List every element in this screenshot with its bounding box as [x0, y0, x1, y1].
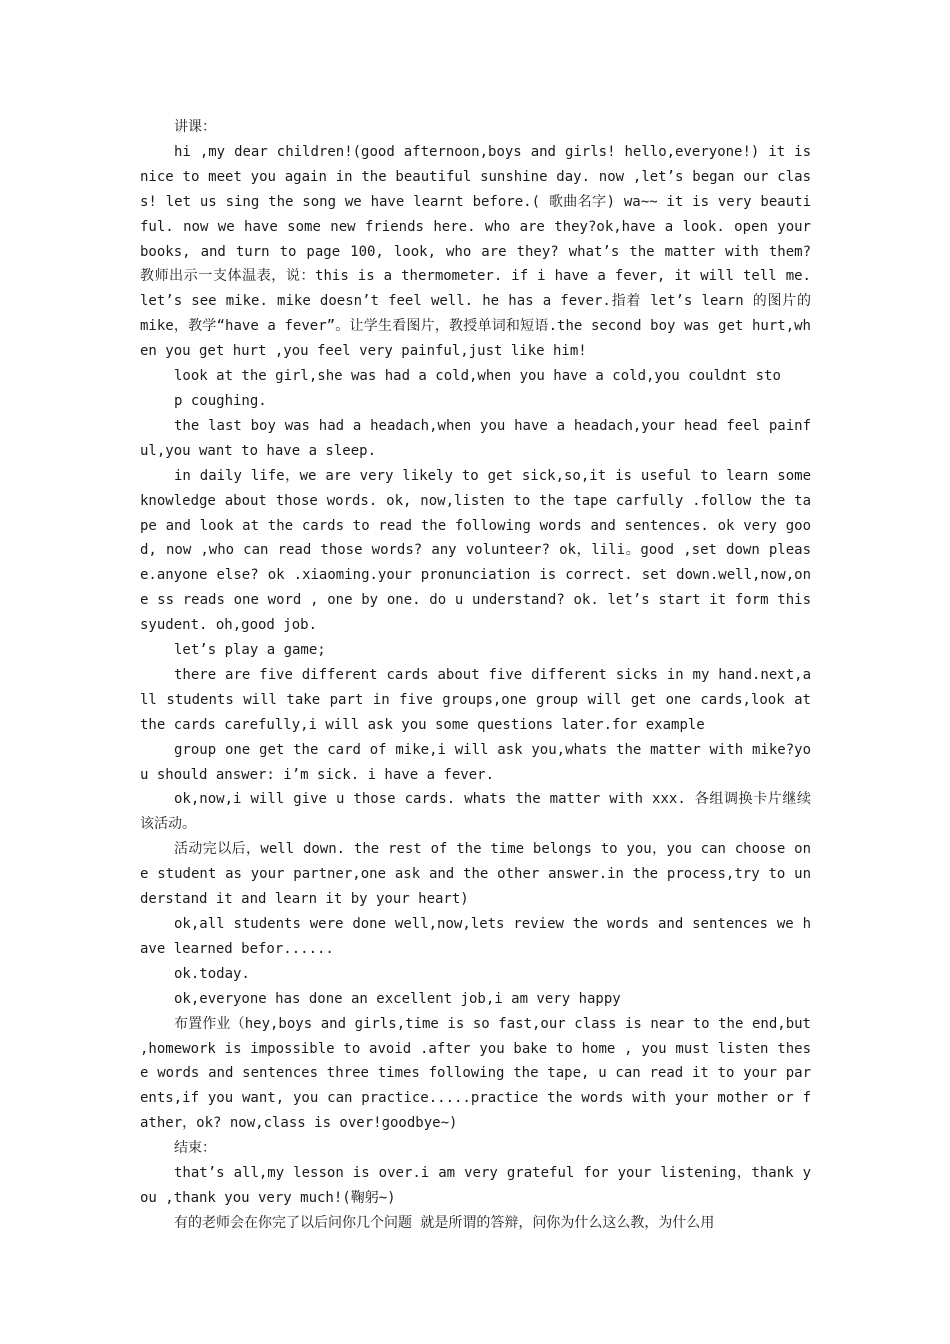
paragraph: there are five different cards about five different sicks in my hand.next,all students will take part in five groups,one group will get one cards,look at the cards carefully,i will ask you some questions later.for example	[140, 666, 811, 733]
document-body	[140, 115, 811, 1236]
section-heading-ending: 结束：	[174, 1140, 216, 1157]
paragraph: ok,all students were done well,now,lets review the words and sentences we have learned befor......	[140, 916, 811, 957]
paragraph: look at the girl,she was had a cold,when you have a cold,you couldnt sto	[174, 368, 781, 385]
paragraph: in daily life，we are very likely to get sick,so,it is useful to learn some knowledge about those words. ok, now,listen to the tape carfully .follow the tape and look at the cards to read the following words and sentences. ok very good, now ,who can read those words? any volunteer? ok，lili。good ,set down please.anyone else? ok .xiaoming.your pronunciation is correct. set down.well,now,one ss reads one word , one by one. do u understand? ok. let’s start it form this syudent. oh,good job.	[140, 467, 811, 634]
paragraph: ok,now,i will give u those cards. whats the matter with xxx. 各组调换卡片继续该活动。	[140, 791, 811, 833]
paragraph: 布置作业（hey,boys and girls,time is so fast,our class is near to the end,but ,homework is impossible to avoid .after you bake to home , you must listen these words and sentences three times following the tape, u can read it to your parents,if you want, you can practice.....practice the words with your mother or father，ok? now,class is over!goodbye~)	[140, 1015, 811, 1132]
paragraph: 活动完以后，well down. the rest of the time belongs to you，you can choose one student as your partner,one ask and the other answer.in the process,try to understand it and learn it by your heart)	[140, 841, 811, 908]
paragraph: that’s all,my lesson is over.i am very grateful for your listening，thank you ,thank you very much!(鞠躬~)	[140, 1165, 811, 1206]
paragraph: ok.today.	[174, 965, 250, 982]
paragraph: group one get the card of mike,i will ask you,whats the matter with mike?you should answer: i’m sick. i have a fever.	[140, 741, 811, 783]
paragraph: the last boy was had a headach,when you have a headach,your head feel painful,you want to have a sleep.	[140, 417, 811, 459]
paragraph: let’s play a game;	[174, 642, 326, 659]
paragraph: hi ,my dear children!(good afternoon,boys and girls! hello,everyone!) it is nice to meet you again in the beautiful sunshine day. now ,let’s began our class! let us sing the song we have learnt before.( 歌曲名字) wa~~ it is very beautiful. now we have some new friends here. who are they?ok,have a look. open your books, and turn to page 100, look, who are they? what’s the matter with them? 教师出示一支体温表，说：this is a thermometer. if i have a fever, it will tell me. let’s see mike. mike doesn’t feel well. he has a fever.指着 let’s learn 的图片的 mike，教学“have a fever”。让学生看图片，教授单词和短语.the second boy was get hurt,when you get hurt ,you feel very painful,just like him!	[140, 143, 811, 360]
section-heading-lecture: 讲课：	[174, 119, 216, 135]
paragraph: 有的老师会在你完了以后问你几个问题 就是所谓的答辩，问你为什么这么教，为什么用	[174, 1214, 715, 1231]
paragraph: p coughing.	[174, 392, 267, 409]
paragraph: ok,everyone has done an excellent job,i am very happy	[174, 990, 621, 1007]
